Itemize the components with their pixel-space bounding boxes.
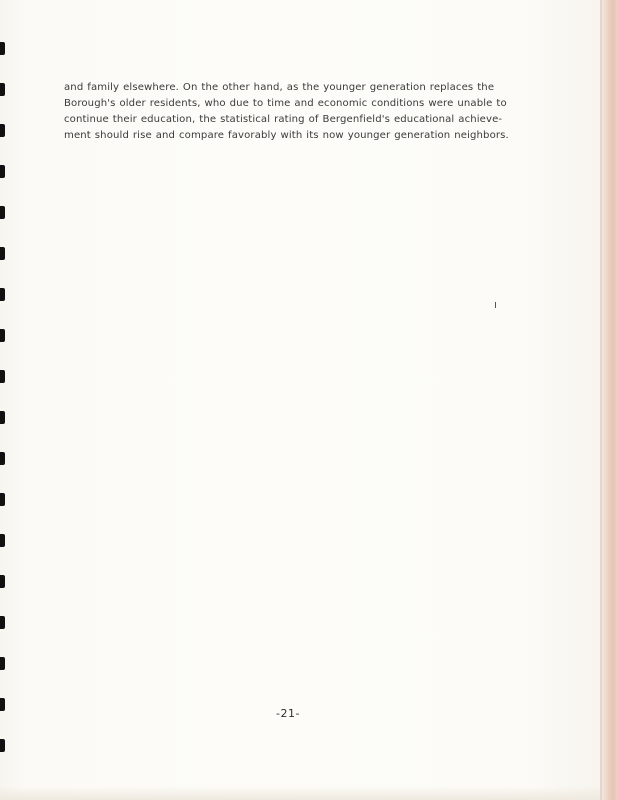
page-number: -21-: [276, 707, 300, 720]
binding-hole: [0, 616, 5, 629]
paragraph-line: and family elsewhere. On the other hand, as the younger generation replaces the: [64, 82, 495, 93]
binding-hole: [0, 493, 5, 506]
binding-hole: [0, 575, 5, 588]
binding-hole: [0, 247, 5, 260]
binding-hole: [0, 165, 5, 178]
binding-hole: [0, 739, 5, 752]
binding-hole: [0, 288, 5, 301]
page-edge-strip: [602, 0, 618, 800]
binding-hole: [0, 370, 5, 383]
paragraph-line: continue their education, the statistical rating of Bergenfield's educational achieve-: [64, 114, 503, 125]
binding-hole: [0, 452, 5, 465]
binding-hole: [0, 329, 5, 342]
paragraph-line: Borough's older residents, who due to time and economic conditions were unable to: [64, 98, 507, 109]
body-paragraph: [64, 80, 534, 144]
page-bottom-shadow: [0, 786, 618, 800]
binding-hole: [0, 124, 5, 137]
paragraph-line: ment should rise and compare favorably with its now younger generation neighbors.: [64, 130, 509, 141]
stray-mark: [495, 302, 496, 308]
binding-hole: [0, 657, 5, 670]
binding-hole: [0, 42, 5, 55]
binding-hole: [0, 534, 5, 547]
binding-hole: [0, 83, 5, 96]
binding-hole: [0, 206, 5, 219]
binding-hole: [0, 411, 5, 424]
spiral-binding: [0, 0, 6, 800]
